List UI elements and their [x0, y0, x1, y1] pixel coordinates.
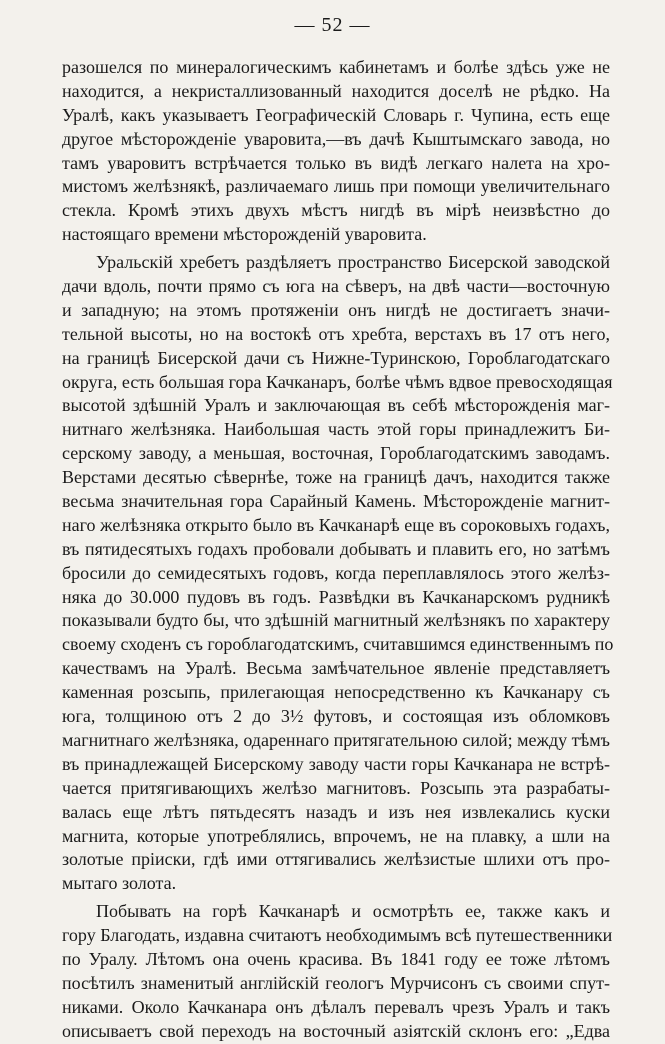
text-line: нитнаго желѣзняка. Наибольшая часть этой горы принадлежитъ Би-	[62, 419, 610, 440]
text-line: посѣтилъ знаменитый англійскій геологъ Мурчисонъ съ своими спут-	[62, 972, 610, 993]
text-line: мистомъ желѣзнякѣ, различаемаго лишь при помощи увеличительнаго	[62, 176, 610, 197]
text-line: въ пятидесятыхъ годахъ пробовали добывать и плавить его, но затѣмъ	[62, 538, 610, 559]
paragraph-1	[62, 56, 610, 247]
text-line: юга, толщиною отъ 2 до 3½ футовъ, и состоящая изъ обломковъ	[62, 706, 610, 727]
text-line: Уральскій хребетъ раздѣляетъ пространство Бисерской заводской	[96, 252, 610, 273]
text-line: по Уралу. Лѣтомъ она очень красива. Въ 1841 году ее тоже лѣтомъ	[62, 948, 610, 969]
body-text	[62, 56, 614, 1044]
text-line: тельной высоты, но на востокѣ отъ хребта, верстахъ въ 17 отъ него,	[62, 323, 610, 344]
text-line: серскому заводу, а меньшая, восточная, Гороблагодатскимъ заводамъ.	[62, 443, 610, 464]
text-line: стекла. Кромѣ этихъ двухъ мѣстъ нигдѣ въ мірѣ неизвѣстно до	[62, 200, 610, 221]
text-line: качествамъ на Уралѣ. Весьма замѣчательное явленіе представляетъ	[62, 658, 610, 679]
text-line: округа, есть большая гора Качканаръ, болѣе чѣмъ вдвое превосходящая	[62, 371, 613, 392]
text-line: своему сходенъ съ гороблагодатскимъ, считавшимся единственнымъ по	[62, 634, 614, 655]
text-line: золотые пріиски, гдѣ ими оттягивались желѣзистые шлихи отъ про-	[62, 849, 610, 870]
text-line: магнита, которые употреблялись, впрочемъ, не на плавку, а шли на	[62, 825, 610, 846]
text-line: валась еще лѣтъ пятьдесятъ назадъ и изъ нея извлекались куски	[62, 801, 610, 822]
text-line: на границѣ Бисерской дачи съ Нижне-Туринскою, Гороблагодатскаго	[62, 347, 610, 368]
text-line: находится, а некристаллизованный находится доселѣ не рѣдко. На	[62, 80, 610, 101]
text-line: дачи вдоль, почти прямо съ юга на сѣверъ, на двѣ части—восточную	[62, 276, 610, 297]
text-line: Верстами десятью сѣвернѣе, тоже на границѣ дачъ, находится также	[62, 467, 610, 488]
text-line: и западную; на этомъ протяженіи онъ нигдѣ не достигаетъ значи-	[62, 299, 610, 320]
text-line: чается притягивающихъ желѣзо магнитовъ. Розсыпь эта разрабаты-	[62, 777, 610, 798]
text-line: каменная розсыпь, прилегающая непосредственно къ Качканару съ	[62, 682, 610, 703]
text-line: магнитнаго желѣзняка, одареннаго притягательною силой; между тѣмъ	[62, 729, 610, 750]
text-line: бросили до семидесятыхъ годовъ, когда переплавлялось этого желѣз-	[62, 562, 610, 583]
text-line: мытаго золота.	[62, 873, 177, 894]
paragraph-3	[62, 900, 613, 1043]
text-line: тамъ уваровитъ встрѣчается только въ видѣ легкаго налета на хро-	[62, 152, 610, 173]
page-number: — 52 —	[294, 14, 371, 36]
paragraph-2	[62, 251, 614, 896]
text-line: разошелся по минералогическимъ кабинетамъ и болѣе здѣсь уже не	[62, 57, 610, 77]
text-line: наго желѣзняка открыто было въ Качканарѣ еще въ сороковыхъ годахъ,	[62, 514, 610, 535]
text-line: няка до 30.000 пудовъ въ годъ. Развѣдки въ Качканарскомъ рудникѣ	[62, 586, 610, 607]
text-line: настоящаго времени мѣсторожденій уваровита.	[62, 224, 427, 245]
text-line: другое мѣсторожденіе уваровита,—въ дачѣ Кыштымскаго завода, но	[62, 128, 610, 149]
text-line: высотой здѣшній Уралъ и заключающая въ себѣ мѣсторожденія маг-	[62, 395, 610, 416]
text-line: весьма значительная гора Сарайный Камень. Мѣсторожденіе магнит-	[62, 491, 610, 512]
text-line: Побывать на горѣ Качканарѣ и осмотрѣть ее, также какъ и	[96, 901, 610, 922]
text-line: описываетъ свой переходъ на восточный азіятскій склонъ его: „Едва	[62, 1020, 610, 1041]
text-line: въ принадлежащей Бисерскому заводу части горы Качканара не встрѣ-	[62, 753, 610, 774]
text-line: никами. Около Качканара онъ дѣлалъ перевалъ чрезъ Уралъ и такъ	[62, 996, 610, 1017]
text-line: Уралѣ, какъ указываетъ Географическій Словарь г. Чупина, есть еще	[62, 104, 610, 125]
text-line: показывали будто бы, что здѣшній магнитный желѣзнякъ по характеру	[62, 610, 610, 631]
text-line: гору Благодать, издавна считаютъ необходимымъ всѣ путешественники	[62, 925, 613, 946]
